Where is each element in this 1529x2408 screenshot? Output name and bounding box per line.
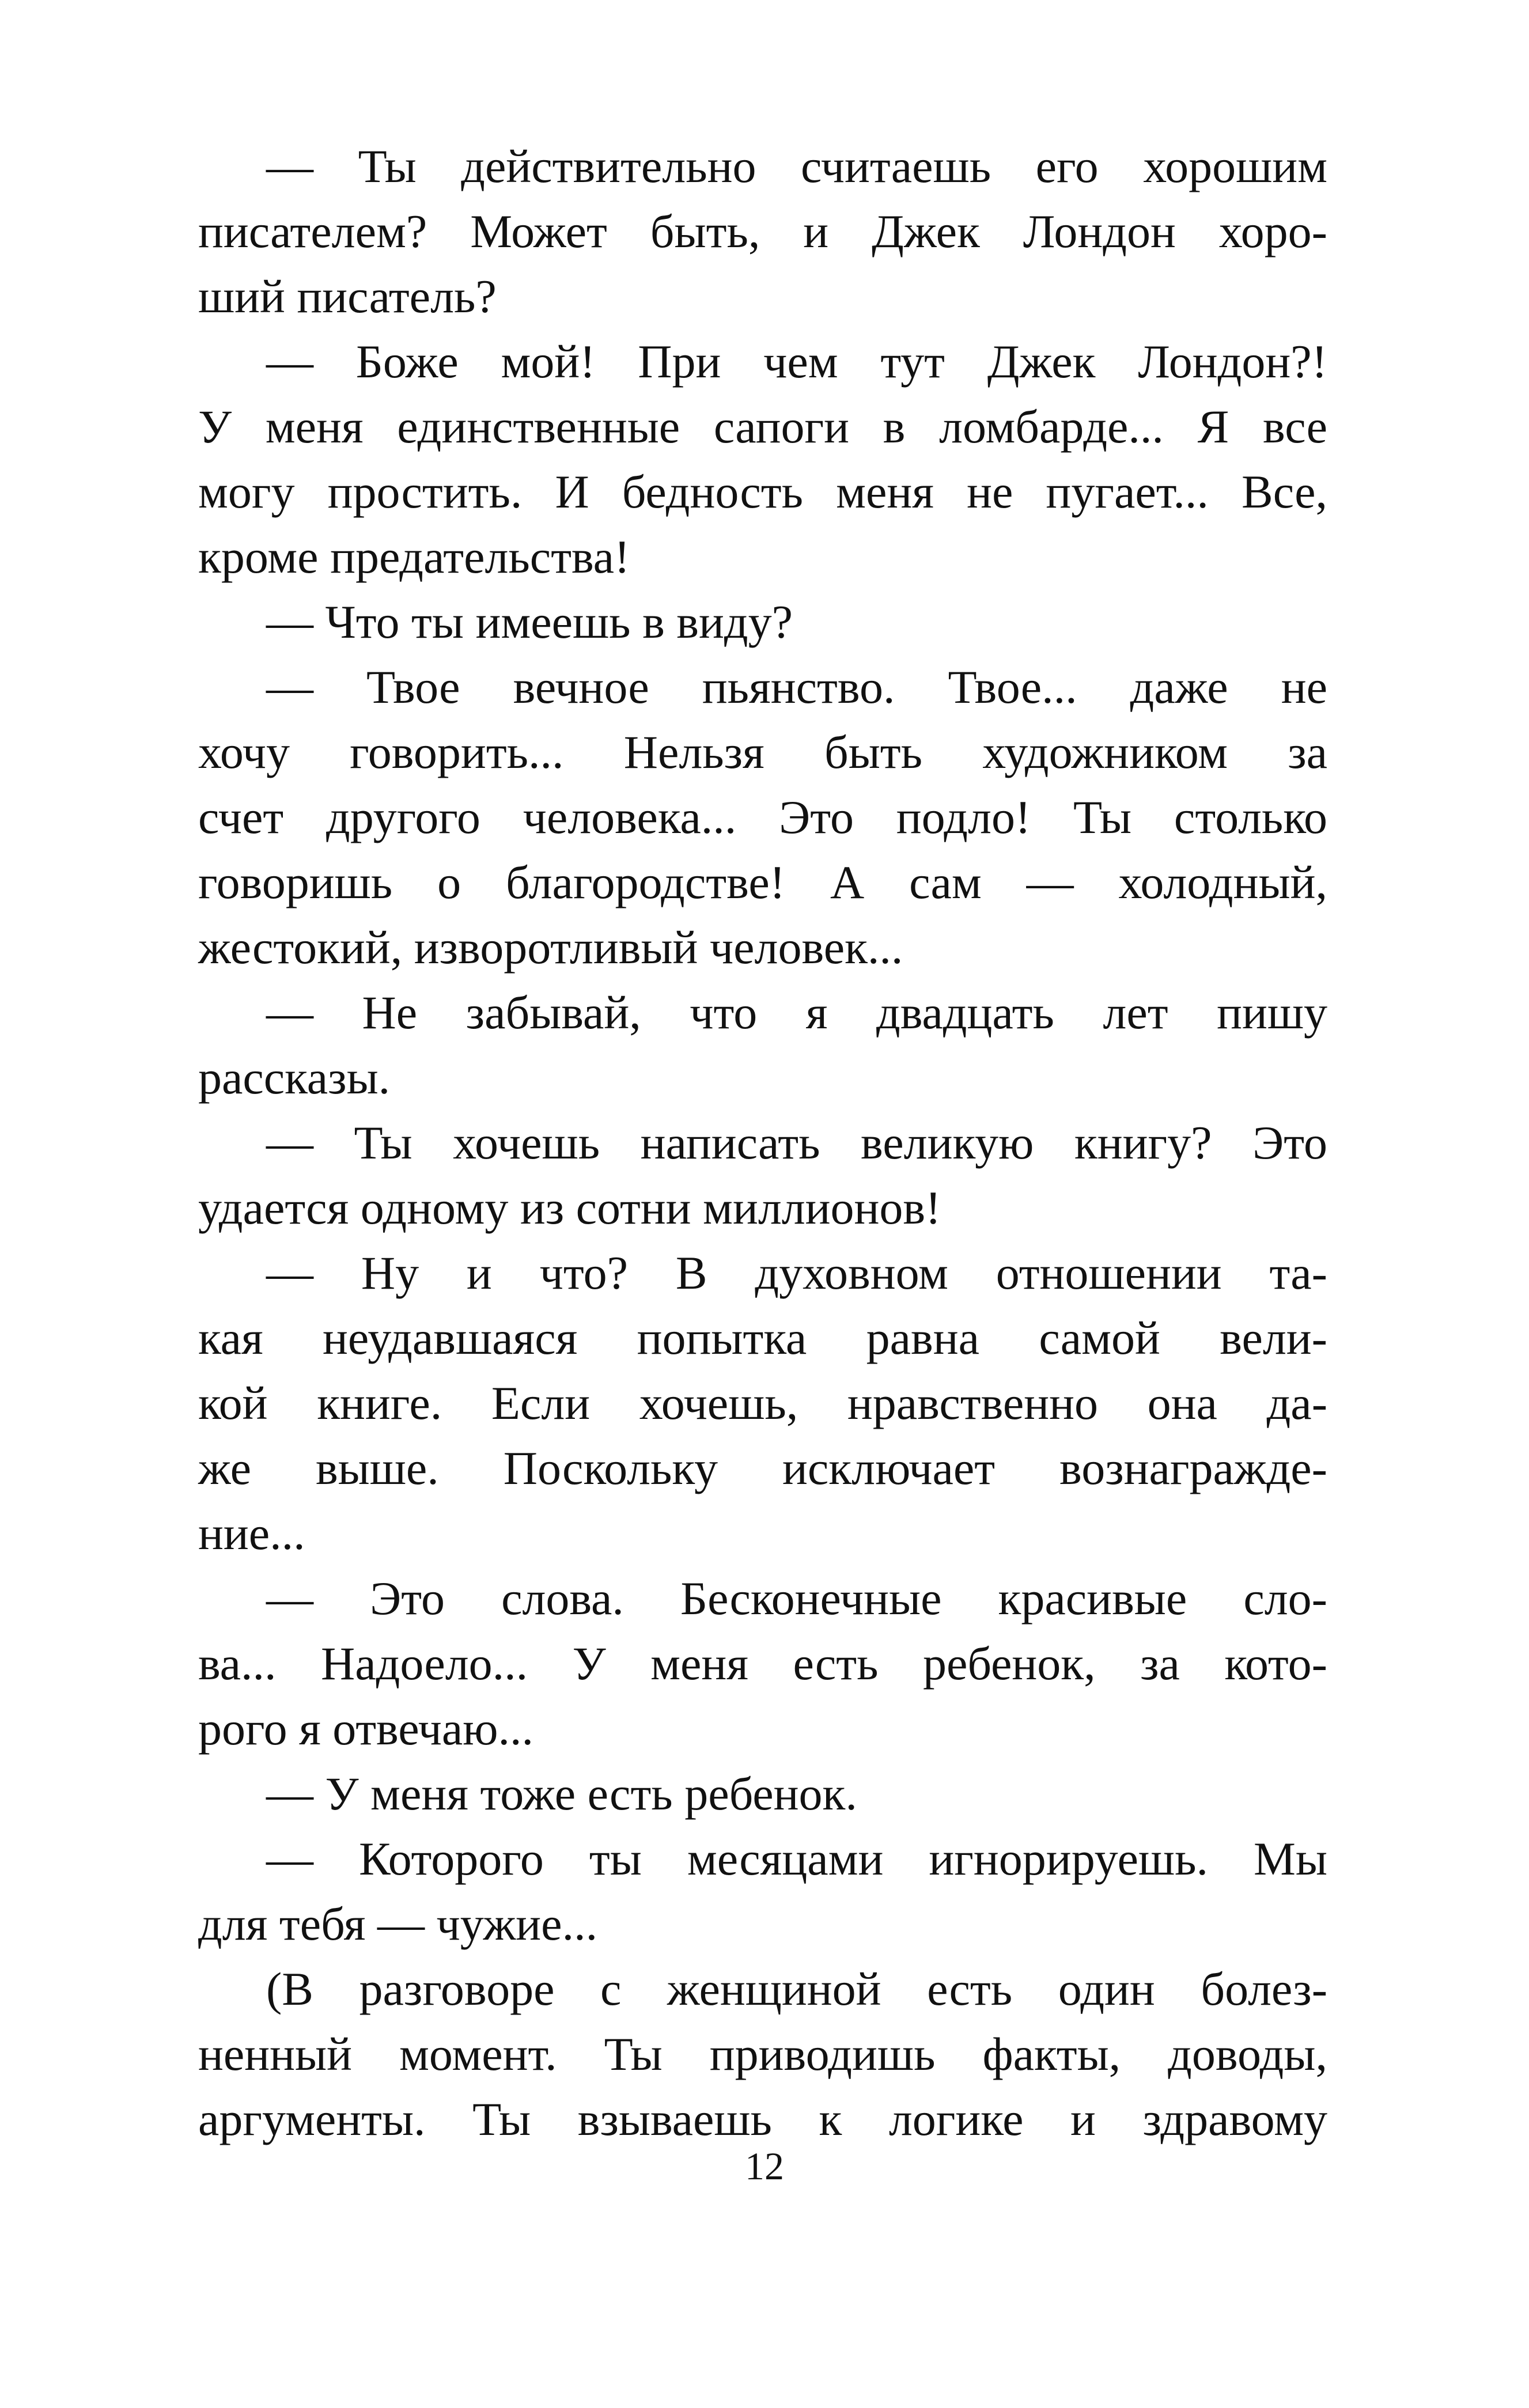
text-line: ва... Надоело... У меня есть ребенок, за кото-	[198, 1637, 1327, 1690]
text-line: — Которого ты месяцами игнорируешь. Мы	[266, 1832, 1327, 1885]
text-line: хочу говорить... Нельзя быть художником за	[198, 726, 1327, 778]
text-line: — У меня тоже есть ребенок.	[266, 1767, 857, 1820]
text-line: кроме предательства!	[198, 531, 630, 583]
text-line: — Твое вечное пьянство. Твое... даже не	[266, 661, 1327, 713]
text-line: говоришь о благородстве! А сам — холодный,	[198, 856, 1327, 908]
page-body-text	[198, 134, 1327, 2152]
text-line: же выше. Поскольку исключает вознагражде-	[198, 1442, 1327, 1494]
text-line: кая неудавшаяся попытка равна самой вели-	[198, 1312, 1327, 1364]
text-line: писателем? Может быть, и Джек Лондон хоро-	[198, 205, 1327, 258]
text-line: аргументы. Ты взываешь к логике и здравому	[198, 2093, 1327, 2145]
text-line: (В разговоре с женщиной есть один болез-	[266, 1963, 1327, 2015]
text-line: У меня единственные сапоги в ломбарде... Я все	[198, 400, 1327, 453]
text-line: — Не забывай, что я двадцать лет пишу	[266, 986, 1327, 1039]
text-line: жестокий, изворотливый человек...	[198, 921, 903, 974]
text-line: кой книге. Если хочешь, нравственно она да-	[198, 1377, 1327, 1429]
text-line: могу простить. И бедность меня не пугает... Все,	[198, 465, 1327, 518]
text-line: ший писатель?	[198, 270, 497, 323]
page-number: 12	[745, 2144, 784, 2188]
text-line: счет другого человека... Это подло! Ты столько	[198, 791, 1327, 843]
text-line: — Боже мой! При чем тут Джек Лондон?!	[266, 335, 1327, 388]
text-line: — Ты действительно считаешь его хорошим	[266, 140, 1327, 192]
text-line: удается одному из сотни миллионов!	[198, 1182, 941, 1234]
text-line: рассказы.	[198, 1051, 391, 1104]
text-line: для тебя — чужие...	[198, 1898, 598, 1950]
text-line: — Это слова. Бесконечные красивые сло-	[266, 1572, 1327, 1625]
text-line: ние...	[198, 1507, 305, 1559]
text-line: — Ты хочешь написать великую книгу? Это	[266, 1116, 1327, 1169]
text-line: — Ну и что? В духовном отношении та-	[266, 1247, 1327, 1299]
text-line: ненный момент. Ты приводишь факты, доводы,	[198, 2028, 1327, 2080]
text-line: — Что ты имеешь в виду?	[266, 596, 793, 648]
text-line: рого я отвечаю...	[198, 1702, 534, 1755]
